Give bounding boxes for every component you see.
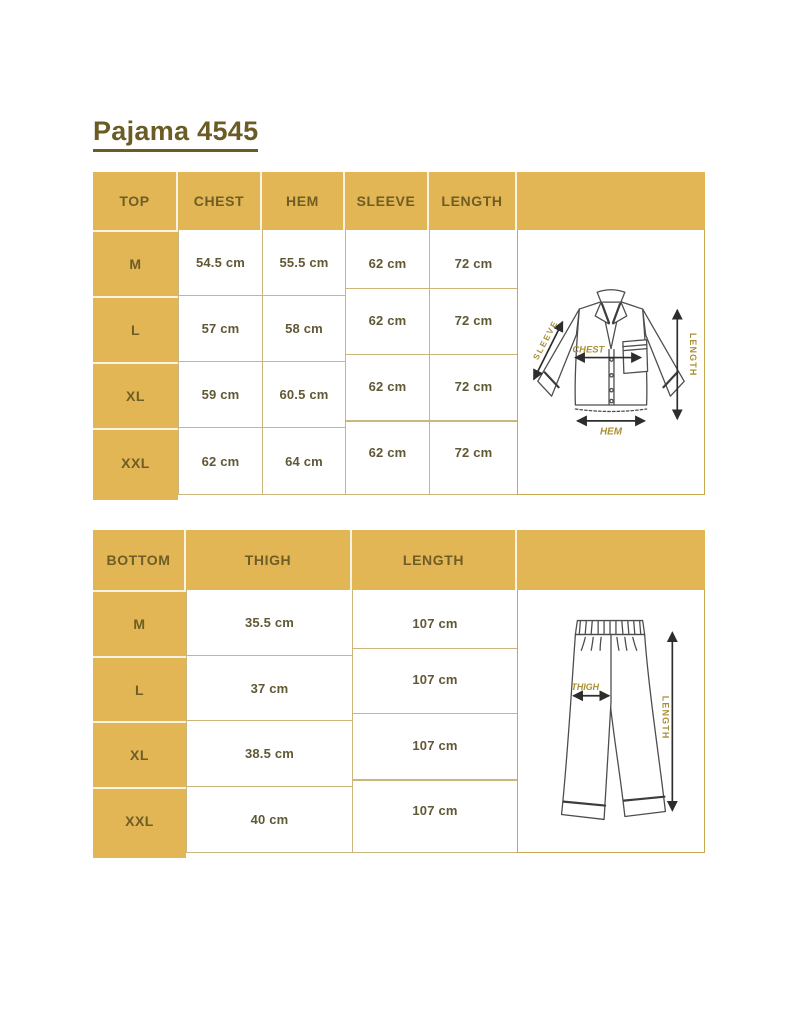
cell-hem: 64 cm (262, 428, 345, 495)
cell-length: 72 cm (429, 362, 517, 428)
size-label: L (93, 656, 186, 721)
cell-length: 107 cm (352, 590, 517, 656)
cell-thigh: 38.5 cm (186, 721, 352, 787)
pants-right-leg (610, 634, 665, 816)
size-label: M (93, 590, 186, 656)
cell-length: 72 cm (429, 428, 517, 495)
hem-label: HEM (600, 426, 622, 438)
pants-left-leg (562, 634, 611, 819)
shirt-hem-trim (575, 409, 646, 411)
cell-chest: 62 cm (178, 428, 262, 495)
column-header-thigh: THIGH (186, 530, 352, 590)
pants-illustration (518, 590, 704, 852)
cell-sleeve: 62 cm (345, 230, 429, 296)
cell-sleeve: 62 cm (345, 296, 429, 362)
page-title: Pajama 4545 (93, 116, 258, 152)
cell-hem: 60.5 cm (262, 362, 345, 428)
column-header-length: LENGTH (352, 530, 517, 590)
thigh-label: THIGH (571, 681, 600, 692)
cell-thigh: 37 cm (186, 656, 352, 721)
size-label: XXL (93, 428, 178, 495)
shirt-diagram-panel (517, 230, 705, 495)
cell-hem: 55.5 cm (262, 230, 345, 296)
chest-label: CHEST (572, 343, 605, 355)
cell-chest: 57 cm (178, 296, 262, 362)
cell-length: 107 cm (352, 787, 517, 853)
size-label: XL (93, 721, 186, 787)
cell-length: 107 cm (352, 721, 517, 787)
bottom-size-table (93, 530, 705, 853)
cell-length: 107 cm (352, 656, 517, 721)
cell-length: 72 cm (429, 230, 517, 296)
shirt-illustration (518, 230, 704, 494)
column-header-diagram (517, 172, 705, 230)
column-header-diagram (517, 530, 705, 590)
label-column-tail (93, 495, 178, 500)
cell-chest: 59 cm (178, 362, 262, 428)
top-size-table (93, 172, 705, 495)
label-column-tail (93, 853, 186, 858)
size-label: XXL (93, 787, 186, 853)
cell-thigh: 35.5 cm (186, 590, 352, 656)
size-label: L (93, 296, 178, 362)
size-label: M (93, 230, 178, 296)
cell-sleeve: 62 cm (345, 428, 429, 495)
column-header-chest: CHEST (178, 172, 262, 230)
sleeve-label: SLEEVE (530, 318, 561, 362)
cell-sleeve: 62 cm (345, 362, 429, 428)
column-header-sleeve: SLEEVE (345, 172, 429, 230)
column-header-length: LENGTH (429, 172, 517, 230)
cell-chest: 54.5 cm (178, 230, 262, 296)
cell-hem: 58 cm (262, 296, 345, 362)
length-label: LENGTH (660, 695, 671, 740)
column-header-top: TOP (93, 172, 178, 230)
shirt-collar (597, 290, 625, 302)
cell-thigh: 40 cm (186, 787, 352, 853)
pants-diagram-panel (517, 590, 705, 853)
length-label: LENGTH (688, 332, 699, 377)
cell-length: 72 cm (429, 296, 517, 362)
column-header-bottom: BOTTOM (93, 530, 186, 590)
size-label: XL (93, 362, 178, 428)
column-header-hem: HEM (262, 172, 345, 230)
